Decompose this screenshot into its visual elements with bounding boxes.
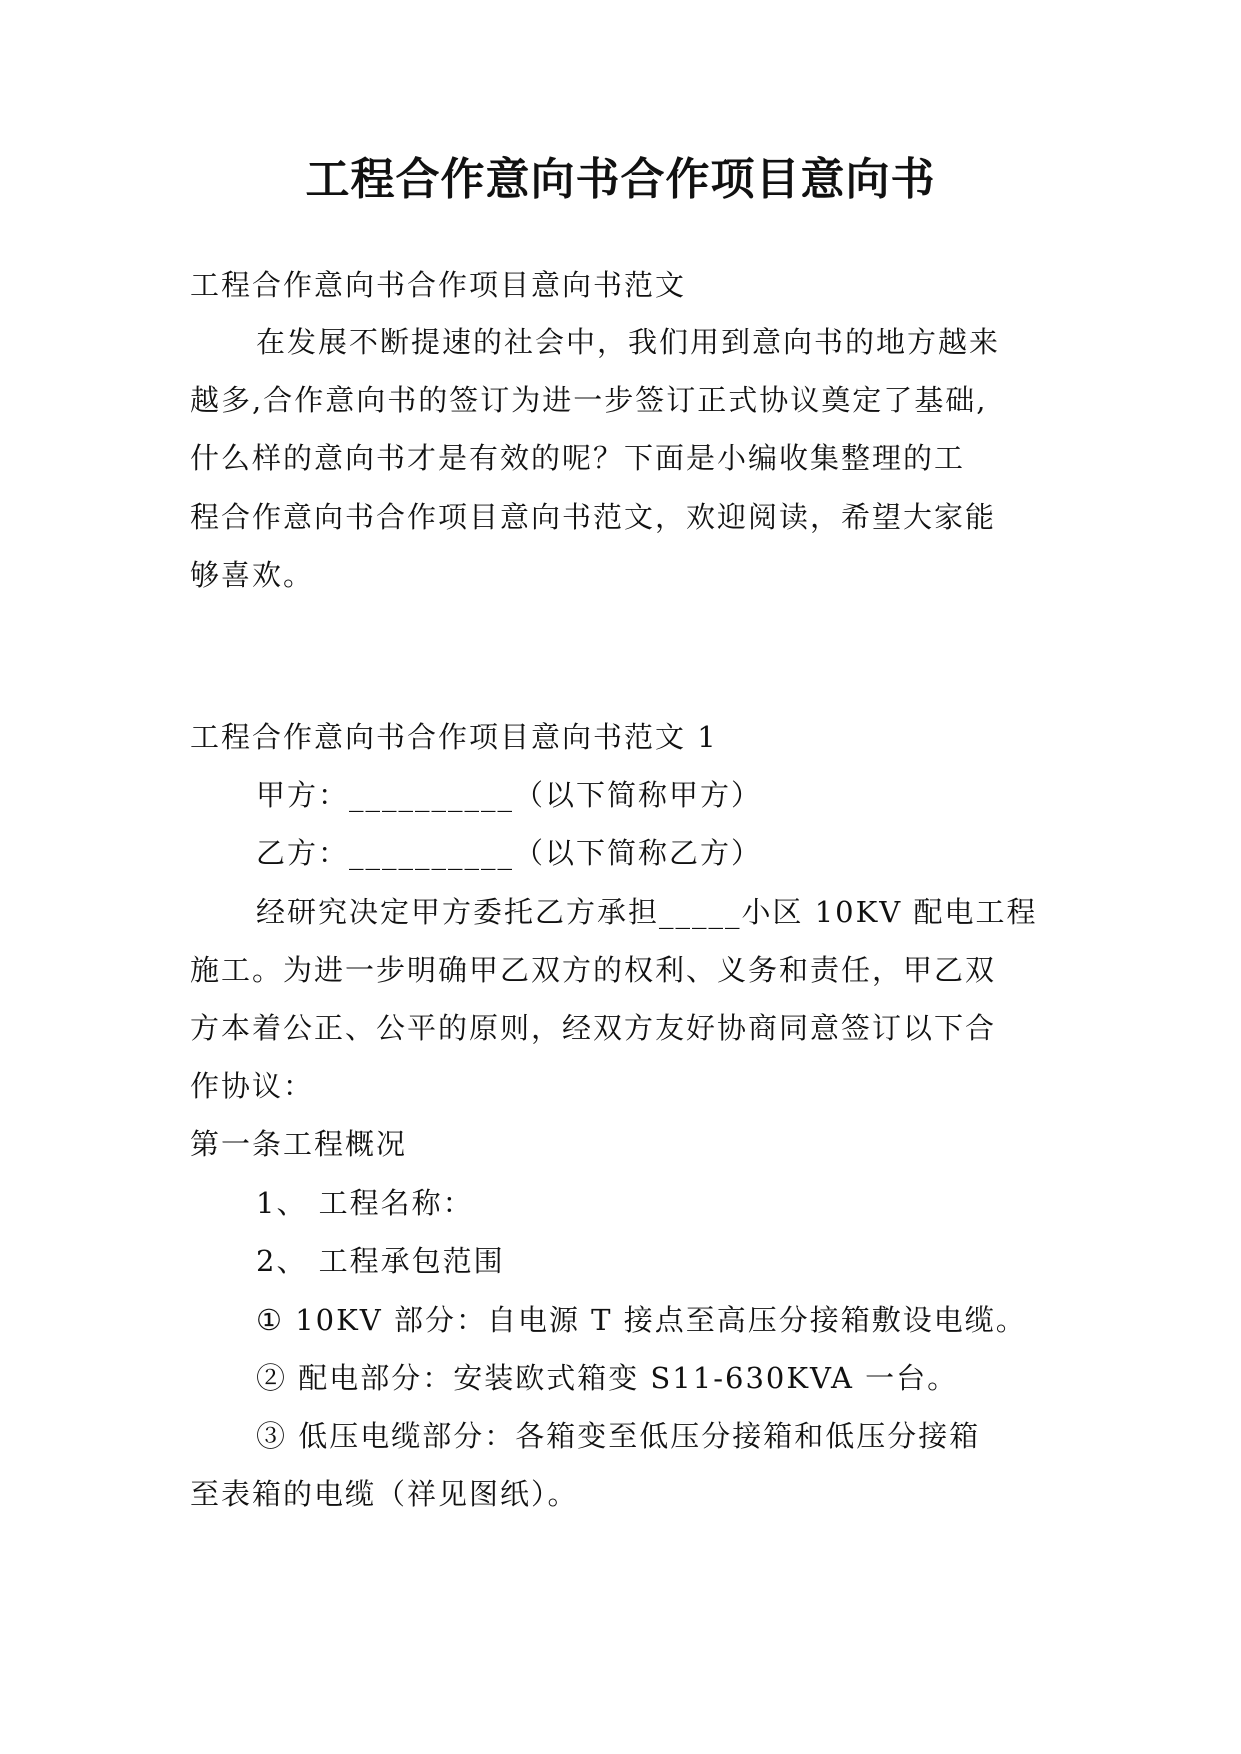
intro-heading: 工程合作意向书合作项目意向书范文 [190, 268, 687, 302]
intro-paragraph-line: 越多,合作意向书的签订为进一步签订正式协议奠定了基础, [190, 383, 988, 417]
purpose-paragraph-line: 作协议： [190, 1069, 315, 1103]
document-title: 工程合作意向书合作项目意向书 [305, 154, 936, 205]
list-item: 2、 工程承包范围 [256, 1244, 505, 1278]
purpose-paragraph-line: 施工。为进一步明确甲乙双方的权利、义务和责任，甲乙双 [190, 953, 997, 987]
list-item: 1、 工程名称： [256, 1186, 474, 1220]
party-b-line: 乙方：__________（以下简称乙方） [256, 836, 763, 870]
scope-item-continued: 至表箱的电缆（祥见图纸）。 [190, 1477, 579, 1511]
intro-paragraph-line: 什么样的意向书才是有效的呢？下面是小编收集整理的工 [190, 441, 966, 475]
intro-paragraph-line: 够喜欢。 [190, 558, 315, 592]
article-1-heading: 第一条工程概况 [190, 1127, 408, 1161]
scope-item: ① 10KV 部分：自电源 T 接点至高压分接箱敷设电缆。 [256, 1303, 1027, 1337]
purpose-paragraph-line: 方本着公正、公平的原则，经双方友好协商同意签订以下合 [190, 1011, 997, 1045]
purpose-paragraph-line: 经研究决定甲方委托乙方承担_____小区 10KV 配电工程 [256, 895, 1038, 929]
intro-paragraph-line: 程合作意向书合作项目意向书范文，欢迎阅读，希望大家能 [190, 500, 997, 534]
scope-item: ② 配电部分：安装欧式箱变 S11-630KVA 一台。 [256, 1361, 959, 1395]
sample-heading: 工程合作意向书合作项目意向书范文 1 [190, 720, 718, 754]
party-a-line: 甲方：__________（以下简称甲方） [256, 778, 763, 812]
intro-paragraph-line: 在发展不断提速的社会中，我们用到意向书的地方越来 [256, 325, 1001, 359]
scope-item: ③ 低压电缆部分：各箱变至低压分接箱和低压分接箱 [256, 1419, 981, 1453]
